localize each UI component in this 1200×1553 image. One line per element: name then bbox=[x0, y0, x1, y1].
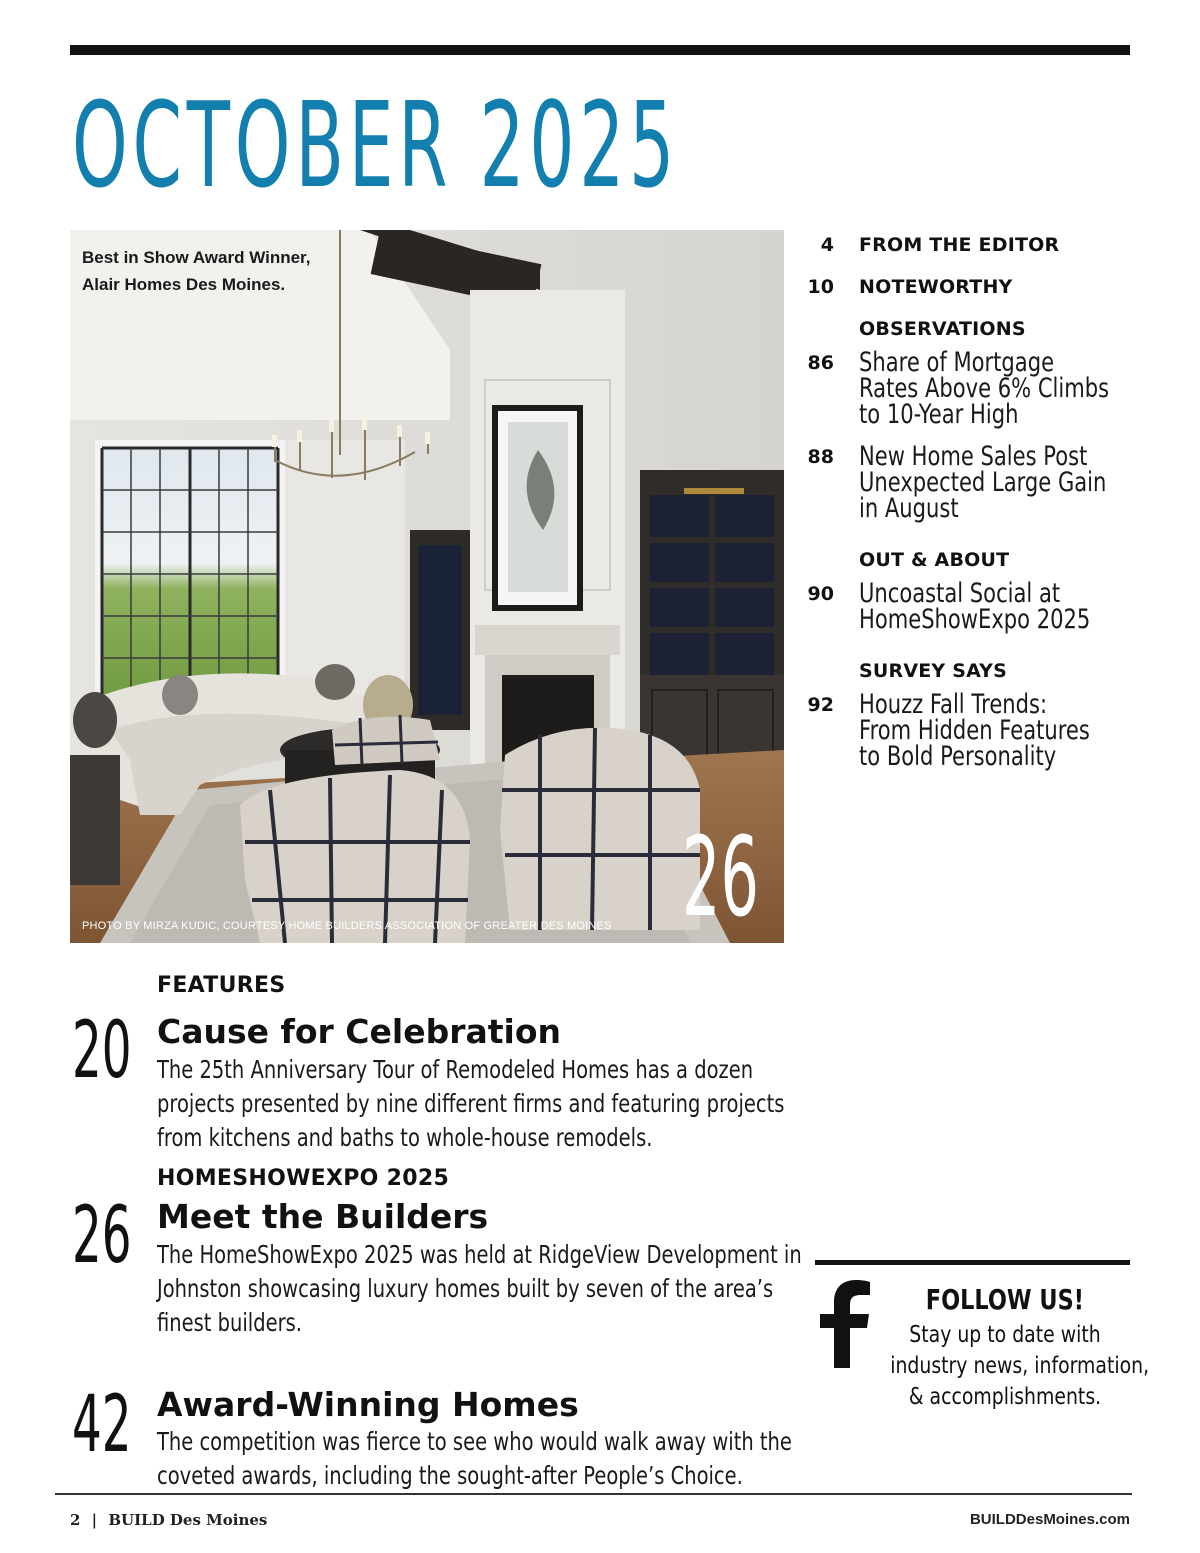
toc-text-line: Unexpected Large Gain bbox=[859, 467, 1107, 498]
feature-description bbox=[157, 1238, 802, 1340]
living-room-illustration bbox=[70, 230, 784, 943]
hero-caption-line: Alair Homes Des Moines. bbox=[82, 275, 286, 294]
feature-description-line: Johnston showcasing luxury homes built by seven of the area’s bbox=[157, 1274, 774, 1303]
toc-text-line: From Hidden Features bbox=[859, 715, 1090, 746]
follow-description bbox=[865, 1320, 1150, 1413]
features-heading: FEATURES bbox=[157, 973, 286, 998]
footer-website-link[interactable]: BUILDDesMoines.com bbox=[969, 1511, 1130, 1528]
feature-description bbox=[157, 1053, 784, 1155]
toc-page-number: 10 bbox=[807, 276, 834, 298]
toc-page-number: 92 bbox=[807, 694, 834, 716]
follow-title-text: FOLLOW US! bbox=[925, 1283, 1085, 1316]
toc-title: FROM THE EDITOR bbox=[859, 234, 1060, 256]
section-heading-out-about: OUT & ABOUT bbox=[859, 549, 1010, 571]
feature-description-line: finest builders. bbox=[157, 1308, 302, 1337]
feature-title: Cause for Celebration bbox=[157, 1012, 561, 1051]
facebook-icon[interactable] bbox=[812, 1278, 872, 1373]
toc-text-line: Uncoastal Social at bbox=[859, 578, 1061, 609]
issue-title: OCTOBER 2025 bbox=[72, 76, 679, 214]
section-heading-observations: OBSERVATIONS bbox=[859, 318, 1026, 340]
feature-description bbox=[157, 1425, 792, 1493]
feature-title: Meet the Builders bbox=[157, 1197, 489, 1236]
footer-separator: | bbox=[91, 1511, 98, 1529]
feature-description-line: The 25th Anniversary Tour of Remodeled Homes has a dozen bbox=[157, 1055, 754, 1084]
feature-title: Award-Winning Homes bbox=[157, 1385, 579, 1424]
feature-page-number: 26 bbox=[72, 1191, 132, 1281]
feature-description-line: The HomeShowExpo 2025 was held at RidgeView Development in bbox=[157, 1240, 802, 1269]
feature-page-number: 20 bbox=[72, 1006, 132, 1096]
follow-title bbox=[880, 1284, 1130, 1316]
footer-publication: BUILD Des Moines bbox=[108, 1511, 268, 1529]
section-heading-survey-says: SURVEY SAYS bbox=[859, 660, 1008, 682]
hero-caption bbox=[82, 244, 382, 298]
follow-line: & accomplishments. bbox=[908, 1384, 1102, 1410]
feature-section-label: HOMESHOWEXPO 2025 bbox=[157, 1166, 450, 1191]
footer-page-number: 2 bbox=[70, 1511, 81, 1529]
toc-text-line: New Home Sales Post bbox=[859, 441, 1088, 472]
toc-text-line: in August bbox=[859, 493, 959, 524]
toc-text-line: HomeShowExpo 2025 bbox=[859, 604, 1091, 635]
hero-caption-line: Best in Show Award Winner, bbox=[82, 248, 311, 267]
feature-page-number: 42 bbox=[72, 1380, 132, 1470]
follow-line: industry news, information, bbox=[890, 1353, 1150, 1379]
toc-page-number: 4 bbox=[820, 234, 834, 256]
top-rule bbox=[70, 45, 1130, 55]
feature-description-line: projects presented by nine different firms and featuring projects bbox=[157, 1089, 785, 1118]
follow-line: Stay up to date with bbox=[909, 1322, 1101, 1348]
toc-text-line: Houzz Fall Trends: bbox=[859, 689, 1048, 720]
toc-text-line: to Bold Personality bbox=[859, 741, 1057, 772]
toc-text-line: to 10-Year High bbox=[859, 399, 1019, 430]
hero-page-number: 26 bbox=[682, 813, 759, 941]
footer-rule bbox=[55, 1493, 1132, 1495]
toc-page-number: 90 bbox=[807, 583, 834, 605]
follow-divider bbox=[815, 1260, 1130, 1265]
toc-page-number: 86 bbox=[807, 352, 834, 374]
toc-text-line: Rates Above 6% Climbs bbox=[859, 373, 1110, 404]
footer-folio bbox=[70, 1510, 267, 1530]
feature-description-line: from kitchens and baths to whole-house remodels. bbox=[157, 1123, 653, 1152]
feature-description-line: coveted awards, including the sought-after People’s Choice. bbox=[157, 1461, 743, 1490]
photo-credit: PHOTO BY MIRZA KUDIC, COURTESY HOME BUILDERS ASSOCIATION OF GREATER DES MOINES bbox=[82, 920, 612, 932]
feature-description-line: The competition was fierce to see who would walk away with the bbox=[157, 1427, 792, 1456]
toc-text-line: Share of Mortgage bbox=[859, 347, 1055, 378]
hero-photo bbox=[70, 230, 784, 943]
toc-title: NOTEWORTHY bbox=[859, 276, 1013, 298]
toc-page-number: 88 bbox=[807, 446, 834, 468]
